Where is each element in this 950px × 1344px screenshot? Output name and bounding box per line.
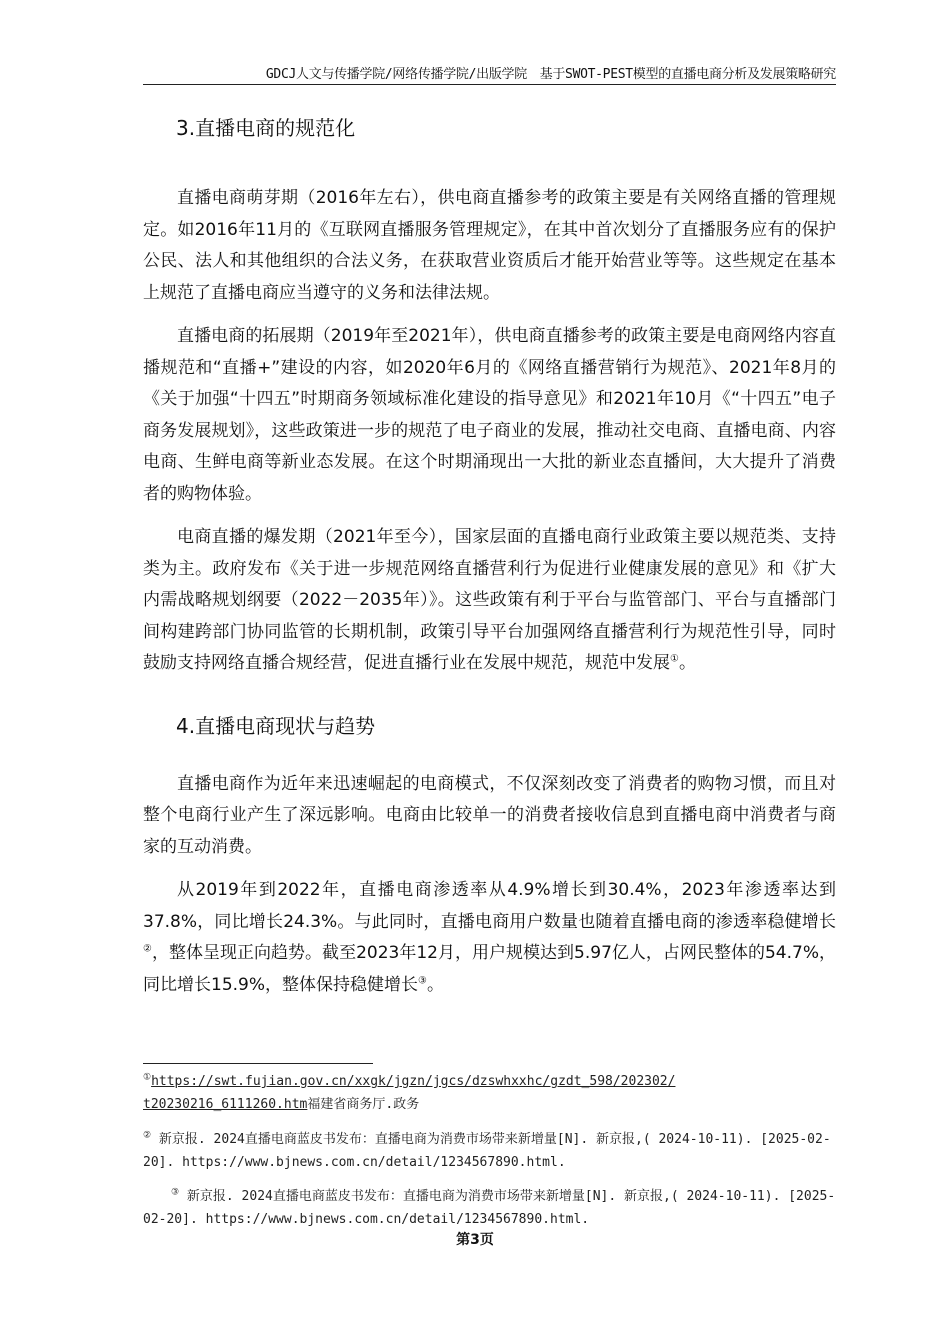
paragraph bbox=[143, 522, 836, 680]
footnote-divider bbox=[143, 1063, 373, 1064]
page-number: 第3页 bbox=[456, 1232, 494, 1248]
footnote-3 bbox=[143, 1185, 836, 1231]
footnote-text: 新京报. 2024直播电商蓝皮书发布：直播电商为消费市场带来新增量[N]. 新京报,( 2024-10-11). [2025-02-20]. https://www.bjnews.com.cn/detail/1234567890.html. bbox=[143, 1189, 836, 1227]
section-heading-3: 3.直播电商的规范化 bbox=[176, 116, 356, 140]
footnote-ref[interactable]: ① bbox=[670, 653, 679, 665]
paragraph-text: 电商直播的爆发期（2021年至今），国家层面的直播电商行业政策主要以规范类、支持类为主。政府发布《关于进一步规范网络直播营利行为促进行业健康发展的意见》和《扩大内需战略规划纲要（2022－2035年）》。这些政策有利于平台与监管部门、平台与直播部门间构建跨部门协同监管的长期机制，政策引导平台加强网络直播营利行为规范性引导，同时鼓励支持网络直播合规经营，促进直播行业在发展中规范，规范中发展 bbox=[143, 527, 836, 673]
running-header: GDCJ人文与传播学院/网络传播学院/出版学院 基于SWOT-PEST模型的直播电商分析及发展策略研究 bbox=[143, 63, 836, 85]
footnote-2 bbox=[143, 1128, 836, 1174]
paragraph bbox=[143, 875, 836, 1001]
footnote-link[interactable]: t20230216_6111260.htm bbox=[143, 1097, 308, 1112]
paragraph-text: 。 bbox=[678, 653, 696, 673]
section-heading-4: 4.直播电商现状与趋势 bbox=[176, 713, 376, 738]
footnote-ref[interactable]: ③ bbox=[418, 974, 427, 986]
footnote-ref[interactable]: ② bbox=[143, 943, 152, 955]
paragraph-text: 。 bbox=[426, 974, 444, 995]
paragraph-text: ，整体呈现正向趋势。截至2023年12月，用户规模达到5.97亿人，占网民整体的54.7%，同比增长15.9%，整体保持稳健增长 bbox=[143, 943, 836, 995]
paragraph: 直播电商的拓展期（2019年至2021年），供电商直播参考的政策主要是电商网络内容直播规范和“直播+”建设的内容，如2020年6月的《网络直播营销行为规范》、2021年8月的《关于加强“十四五”时期商务领域标准化建设的指导意见》和2021年10月《“十四五”电子商务发展规划》，这些政策进一步的规范了电子商业的发展，推动社交电商、直播电商、内容电商、生鲜电商等新业态发展。在这个时期涌现出一大批的新业态直播间，大大提升了消费者的购物体验。 bbox=[143, 326, 836, 504]
footnote-source: 福建省商务厅.政务 bbox=[307, 1097, 420, 1112]
paragraph: 直播电商萌芽期（2016年左右），供电商直播参考的政策主要是有关网络直播的管理规定。如2016年11月的《互联网直播服务管理规定》，在其中首次划分了直播服务应有的保护公民、法人和其他组织的合法义务，在获取营业资质后才能开始营业等等。这些规定在基本上规范了直播电商应当遵守的义务和法律法规。 bbox=[143, 188, 836, 303]
paragraph: 直播电商作为近年来迅速崛起的电商模式，不仅深刻改变了消费者的购物习惯，而且对整个电商行业产生了深远影响。电商由比较单一的消费者接收信息到直播电商中消费者与商家的互动消费。 bbox=[143, 773, 836, 857]
footnote-link[interactable]: https://swt.fujian.gov.cn/xxgk/jgzn/jgcs/dzswhxxhc/gzdt_598/202302/ bbox=[151, 1074, 676, 1089]
footnote-text: 新京报. 2024直播电商蓝皮书发布：直播电商为消费市场带来新增量[N]. 新京报,( 2024-10-11). [2025-02-20]. https://www.bjnews.com.cn/detail/1234567890.html. bbox=[143, 1132, 831, 1170]
footnote-mark: ② bbox=[143, 1130, 152, 1141]
footnote-1 bbox=[143, 1070, 836, 1116]
footnote-mark: ③ bbox=[171, 1187, 180, 1198]
footnote-mark: ① bbox=[143, 1072, 152, 1083]
main-content bbox=[143, 112, 836, 1001]
paragraph-text: 从2019年到2022年，直播电商渗透率从4.9%增长到30.4%，2023年渗透率达到37.8%，同比增长24.3%。与此同时，直播电商用户数量也随着直播电商的渗透率稳健增长 bbox=[143, 880, 836, 932]
